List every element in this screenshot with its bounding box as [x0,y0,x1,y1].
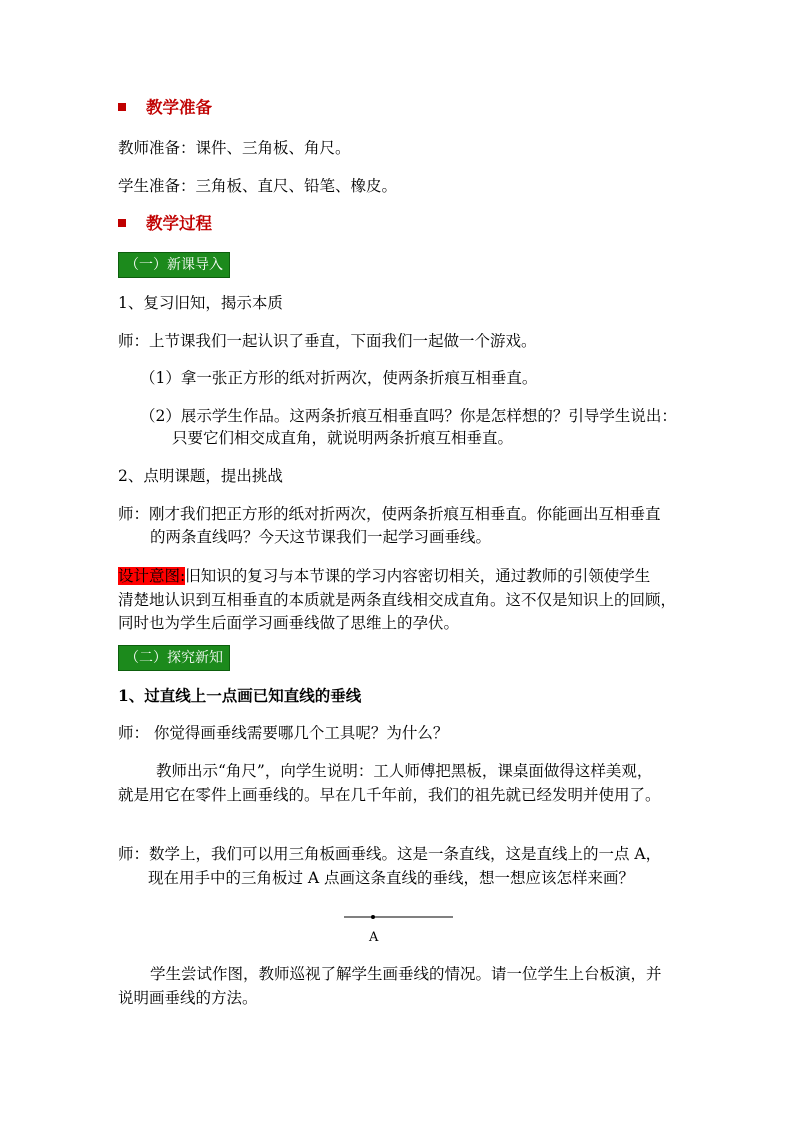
design-intent-line1 [118,566,650,586]
paragraph-square-ruler-a: 教师出示“角尺”，向学生说明：工人师傅把黑板，课桌面做得这样美观， [156,762,653,780]
paragraph-teacher-intro: 师：上节课我们一起认识了垂直，下面我们一起做一个游戏。 [118,332,537,350]
design-intent-line2: 清楚地认识到互相垂直的本质就是两条直线相交成直角。这不仅是知识上的回顾， [118,591,677,609]
square-bullet-icon [118,219,126,227]
line-with-point-figure [340,908,460,948]
paragraph-square-ruler-b: 就是用它在零件上画垂线的。早在几千年前，我们的祖先就已经发明并使用了。 [118,786,661,804]
paragraph-step-2b: 只要它们相交成直角，就说明两条折痕互相垂直。 [172,429,514,447]
item-title-topic: 2、点明课题，提出挑战 [118,467,283,485]
item-title-perpendicular: 1、过直线上一点画已知直线的垂线 [118,686,362,705]
student-prep-text: 学生准备：三角板、直尺、铅笔、橡皮。 [118,177,398,195]
item-title-review: 1、复习旧知，揭示本质 [118,294,283,312]
section-heading-preparation [118,98,212,118]
paragraph-challenge-a: 师：刚才我们把正方形的纸对折两次，使两条折痕互相垂直。你能画出互相垂直 [118,505,661,523]
heading-text: 教学准备 [146,98,212,117]
paragraph-step-2a: （2）展示学生作品。这两条折痕互相垂直吗？你是怎样想的？引导学生说出： [140,407,677,425]
design-intent-label: 设计意图: [118,567,186,585]
paragraph-challenge-b: 的两条直线吗？今天这节课我们一起学习画垂线。 [150,528,492,546]
paragraph-tools-question: 师： 你觉得画垂线需要哪几个工具呢？为什么？ [118,724,449,742]
heading-text: 教学过程 [146,214,212,233]
paragraph-triangle-a: 师：数学上，我们可以用三角板画垂线。这是一条直线，这是直线上的一点 A， [118,845,662,863]
part-label-explore: （二）探究新知 [118,645,230,671]
paragraph-triangle-b: 现在用手中的三角板过 A 点画这条直线的垂线，想一想应该怎样来画？ [148,869,635,887]
teacher-prep-text: 教师准备：课件、三角板、角尺。 [118,139,351,157]
design-intent-line3: 同时也为学生后面学习画垂线做了思维上的孕伏。 [118,614,460,632]
section-heading-process [118,214,212,234]
point-a-label: A [369,930,379,945]
design-intent-text1: 旧知识的复习与本节课的学习内容密切相关，通过教师的引领使学生 [185,567,651,585]
paragraph-step-1: （1）拿一张正方形的纸对折两次，使两条折痕互相垂直。 [140,369,538,387]
paragraph-student-trial-a: 学生尝试作图，教师巡视了解学生画垂线的情况。请一位学生上台板演，并 [150,965,662,983]
point-a-marker [371,915,375,919]
part-label-new-lesson: （一）新课导入 [118,252,230,278]
paragraph-student-trial-b: 说明画垂线的方法。 [118,989,258,1007]
square-bullet-icon [118,103,126,111]
